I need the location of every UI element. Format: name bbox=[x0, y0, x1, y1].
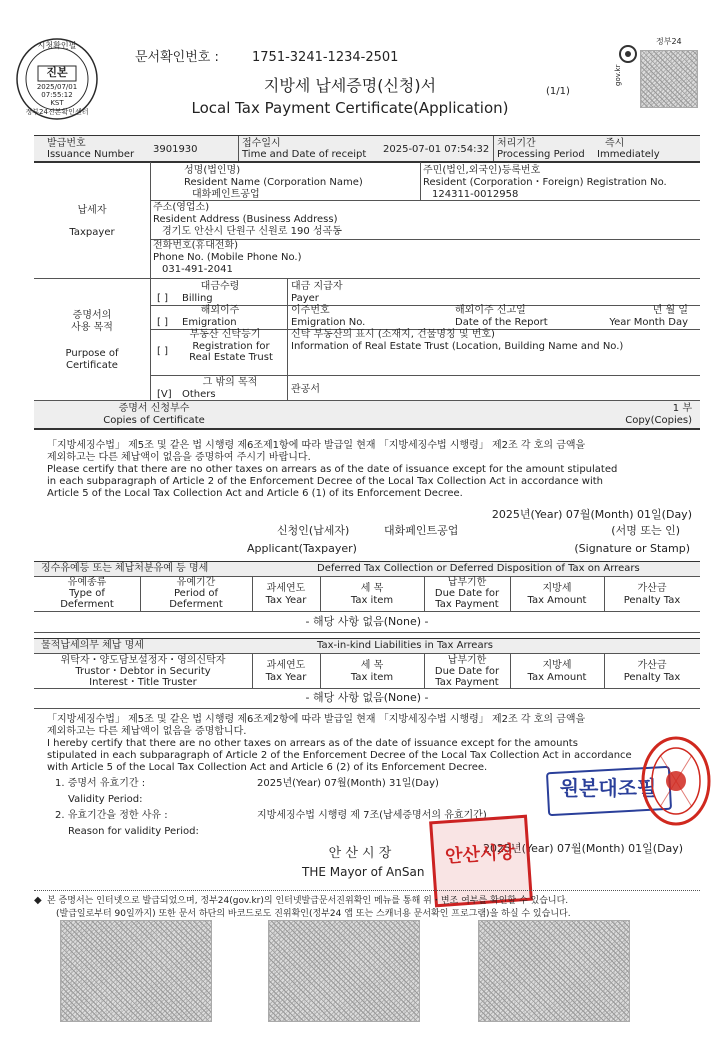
name-value: 대화페인트공업 bbox=[192, 189, 260, 200]
trust-label-en-2: Real Estate Trust bbox=[189, 352, 273, 363]
trust-info-ko: 신탁 부동산의 표시 (소재지, 건물명칭 및 번호) bbox=[291, 329, 495, 340]
validity-period-value: 2025년(Year) 07월(Month) 31일(Day) bbox=[257, 778, 439, 789]
applicant-sign-en: (Signature or Stamp) bbox=[574, 542, 690, 555]
inkind-col-trustor-en2: Interest・Title Truster bbox=[89, 677, 197, 688]
deferral-col-due-en1: Due Date for bbox=[434, 588, 500, 599]
deferral-col-penalty-ko: 가산금 bbox=[637, 583, 667, 594]
statement2-en-line3: with Article 5 of the Local Tax Collection Act and Article 6 (2) of its Enforcement Decree. bbox=[47, 762, 488, 773]
footer-line1: 본 증명서는 인터넷으로 발급되었으며, 정부24(gov.kr)의 인터넷발급문서진위확인 메뉴를 통해 위・변조 여부를 확인할 수 있습니다. bbox=[47, 896, 569, 906]
trust-checkbox[interactable]: [ ] bbox=[157, 346, 168, 357]
deferral-col-type-ko: 유예종류 bbox=[67, 577, 107, 588]
trust-info-en: Information of Real Estate Trust (Location, Building Name and No.) bbox=[291, 341, 624, 352]
statement2-ko-line2: 제외하고는 다른 체납액이 없음을 증명합니다. bbox=[47, 726, 247, 737]
issuer-date: 2025년(Year) 07월(Month) 01일(Day) bbox=[483, 842, 684, 855]
purpose-section-en-2: Certificate bbox=[66, 360, 118, 371]
deferral-col-due-ko: 납부기한 bbox=[447, 577, 487, 588]
deferral-col-period-ko: 유예기간 bbox=[176, 577, 216, 588]
copies-value-ko: 1 부 bbox=[672, 403, 692, 414]
seal-top-text: 시청확인필 bbox=[37, 41, 77, 50]
seal-bottom-text: 정부24진본확인센터 bbox=[25, 108, 89, 116]
inkind-col-penalty-ko: 가산금 bbox=[637, 660, 667, 671]
seal-date: 2025/07/01 bbox=[36, 83, 78, 91]
others-label-ko: 그 밖의 목적 bbox=[202, 377, 258, 388]
trust-label-ko: 부동산 신탁등기 bbox=[189, 329, 261, 340]
page-indicator: (1/1) bbox=[546, 86, 570, 97]
emigration-no-label-en: Emigration No. bbox=[291, 317, 366, 328]
taxpayer-section-en: Taxpayer bbox=[69, 227, 115, 238]
receipt-label-en: Time and Date of receipt bbox=[242, 149, 367, 160]
issuer-name-ko: 안 산 시 장 bbox=[328, 846, 392, 861]
qr-code bbox=[640, 50, 698, 108]
payer-label-ko: 대금 지급자 bbox=[291, 281, 343, 292]
deferral-col-year-ko: 과세연도 bbox=[266, 583, 306, 594]
billing-checkbox[interactable]: [ ] bbox=[157, 293, 168, 304]
name-label-en: Resident Name (Corporation Name) bbox=[184, 177, 363, 188]
authenticity-seal bbox=[14, 36, 100, 122]
inkind-col-amount-en: Tax Amount bbox=[527, 672, 587, 683]
deferral-col-amount-ko: 지방세 bbox=[542, 583, 572, 594]
processing-label-ko: 처리기간 bbox=[497, 138, 536, 149]
deferral-col-due-en2: Tax Payment bbox=[435, 599, 499, 610]
deferral-col-amount-en: Tax Amount bbox=[527, 595, 587, 606]
applicant-label-ko: 신청인(납세자) bbox=[277, 524, 350, 537]
inkind-title-ko: 물적납세의무 체납 명세 bbox=[41, 640, 144, 651]
verification-barcode-1 bbox=[60, 920, 212, 1022]
name-label-ko: 성명(법인명) bbox=[184, 165, 241, 176]
deferral-col-period-en2: Deferment bbox=[169, 599, 223, 610]
original-verified-stamp-text: 원본대조필 bbox=[559, 776, 657, 800]
purpose-section-ko-1: 증명서의 bbox=[72, 310, 112, 321]
inkind-empty: - 해당 사항 없음(None) - bbox=[305, 691, 429, 704]
purpose-section-ko-2: 사용 목적 bbox=[71, 322, 113, 333]
applicant-name: 대화페인트공업 bbox=[384, 524, 459, 537]
inkind-title-en: Tax-in-kind Liabilities in Tax Arrears bbox=[317, 640, 493, 651]
inkind-col-due-en2: Tax Payment bbox=[435, 677, 499, 688]
statement1-en-line1: Please certify that there are no other taxes on arrears as of the date of issuance except for the amount stipulated bbox=[47, 464, 618, 475]
seal-tz: KST bbox=[50, 99, 64, 107]
statement2-ko-line1: 「지방세징수법」 제5조 및 같은 법 시행령 제6조제2항에 따라 발급일 현재 「지방세징수법 시행령」 제2조 각 호의 금액을 bbox=[47, 714, 586, 725]
verification-barcode-2 bbox=[268, 920, 420, 1022]
issuance-number-value: 3901930 bbox=[153, 144, 198, 155]
validity-period-label-ko: 1. 증명서 유효기간 : bbox=[55, 778, 146, 789]
statement1-ko-line2: 제외하고는 다른 체납액이 없음을 증명하여 주시기 바랍니다. bbox=[47, 452, 311, 463]
others-value: 관공서 bbox=[291, 384, 320, 395]
validity-reason-label-en: Reason for validity Period: bbox=[68, 826, 199, 837]
statement2-en-line1: I hereby certify that there are no other taxes on arrears as of the date of issuance except for the amounts bbox=[47, 738, 578, 749]
copies-value-en: Copy(Copies) bbox=[625, 415, 692, 426]
seal-time: 07:55:12 bbox=[41, 91, 73, 99]
receipt-value: 2025-07-01 07:54:32 bbox=[383, 144, 490, 155]
billing-label-en: Billing bbox=[182, 293, 213, 304]
issuer-name-en: THE Mayor of AnSan bbox=[302, 865, 425, 879]
applicant-sign-ko: (서명 또는 인) bbox=[611, 524, 680, 537]
deferral-col-item-ko: 세 목 bbox=[360, 583, 384, 594]
title-ko: 지방세 납세증명(신청)서 bbox=[263, 76, 437, 95]
deferral-col-period-en1: Period of bbox=[174, 588, 218, 599]
inkind-col-trustor-en1: Trustor・Debtor in Security bbox=[75, 666, 211, 677]
trust-label-en-1: Registration for bbox=[192, 341, 270, 352]
phone-label-en: Phone No. (Mobile Phone No.) bbox=[153, 252, 302, 263]
statement2-en-line2: stipulated in each subparagraph of Article 2 of the Enforcement Decree of the Local Tax Collection Act in accordance bbox=[47, 750, 632, 761]
deferral-empty: - 해당 사항 없음(None) - bbox=[305, 615, 429, 628]
footer-bullet-icon: ◆ bbox=[34, 895, 42, 906]
gov24-logo-icon bbox=[618, 44, 638, 64]
issuance-number-label-en: Issuance Number bbox=[47, 149, 135, 160]
verification-barcode-3 bbox=[478, 920, 630, 1022]
inkind-col-due-en1: Due Date for bbox=[434, 666, 500, 677]
seal-center-text: 진본 bbox=[46, 66, 68, 79]
inkind-col-item-en: Tax item bbox=[350, 672, 394, 683]
copies-label-ko: 증명서 신청부수 bbox=[118, 403, 190, 414]
address-value: 경기도 안산시 단원구 신원로 190 성곡동 bbox=[162, 226, 342, 237]
red-round-seal-icon bbox=[640, 735, 712, 827]
deferral-title-ko: 징수유예등 또는 체납처분유예 등 명세 bbox=[41, 563, 209, 574]
inkind-col-year-en: Tax Year bbox=[265, 672, 307, 683]
statement1-en-line2: in each subparagraph of Article 2 of the Enforcement Decree of the Local Tax Collection Act in accordance with bbox=[47, 476, 603, 487]
footer-line2: (발급일로부터 90일까지) 또한 문서 하단의 바코드로도 진위확인(정부24 앱 또는 스캐너용 문서확인 프로그램)을 하실 수 있습니다. bbox=[56, 909, 571, 919]
payer-label-en: Payer bbox=[291, 293, 319, 304]
validity-reason-label-ko: 2. 유효기간을 정한 사유 : bbox=[55, 810, 168, 821]
registration-label-en: Resident (Corporation・Foreign) Registration No. bbox=[423, 177, 667, 188]
receipt-label-ko: 접수일시 bbox=[242, 138, 281, 149]
report-date-label-en: Date of the Report bbox=[455, 317, 548, 328]
inkind-col-due-ko: 납부기한 bbox=[447, 655, 487, 666]
emigration-checkbox[interactable]: [ ] bbox=[157, 317, 168, 328]
inkind-col-trustor-ko: 위탁자・양도담보설정자・영의신탁자 bbox=[60, 655, 226, 666]
gov-kr-label: gov.kr bbox=[614, 64, 622, 86]
inkind-col-amount-ko: 지방세 bbox=[542, 660, 572, 671]
statement1-en-line3: Article 5 of the Local Tax Collection Act and Article 6 (1) of its Enforcement Decree. bbox=[47, 488, 463, 499]
deferral-col-type-en1: Type of bbox=[69, 588, 105, 599]
doc-number: 1751-3241-1234-2501 bbox=[252, 50, 399, 65]
phone-value: 031-491-2041 bbox=[162, 264, 233, 275]
registration-value: 124311-0012958 bbox=[432, 189, 519, 200]
processing-label-en: Processing Period bbox=[497, 149, 585, 160]
others-label-en: Others bbox=[182, 389, 216, 400]
mayor-seal-text: 안산시장 bbox=[444, 841, 516, 868]
ymd-label-ko: 년 월 일 bbox=[652, 305, 688, 316]
deferral-col-year-en: Tax Year bbox=[265, 595, 307, 606]
ymd-label-en: Year Month Day bbox=[609, 317, 688, 328]
issuance-number-label-ko: 발급번호 bbox=[47, 138, 86, 149]
title-en: Local Tax Payment Certificate(Application) bbox=[191, 99, 509, 117]
address-label-ko: 주소(영업소) bbox=[153, 202, 210, 213]
deferral-col-item-en: Tax item bbox=[350, 595, 394, 606]
processing-value-ko: 즉시 bbox=[605, 138, 625, 149]
billing-label-ko: 대금수령 bbox=[200, 281, 240, 292]
doc-number-label: 문서확인번호 : bbox=[135, 50, 219, 65]
processing-value-en: Immediately bbox=[597, 149, 660, 160]
deferral-col-type-en2: Deferment bbox=[60, 599, 114, 610]
purpose-section-en-1: Purpose of bbox=[65, 348, 119, 359]
emigration-no-label-ko: 이주번호 bbox=[291, 305, 330, 316]
taxpayer-section-ko: 납세자 bbox=[77, 205, 107, 216]
applicant-date: 2025년(Year) 07월(Month) 01일(Day) bbox=[491, 508, 692, 521]
validity-period-label-en: Validity Period: bbox=[68, 794, 143, 805]
address-label-en: Resident Address (Business Address) bbox=[153, 214, 338, 225]
applicant-label-en: Applicant(Taxpayer) bbox=[247, 542, 357, 555]
emigration-label-en: Emigration bbox=[182, 317, 237, 328]
deferral-title-en: Deferred Tax Collection or Deferred Disposition of Tax on Arrears bbox=[317, 563, 640, 574]
inkind-col-year-ko: 과세연도 bbox=[266, 660, 306, 671]
copies-label-en: Copies of Certificate bbox=[103, 415, 205, 426]
others-checkbox[interactable]: [V] bbox=[157, 389, 172, 400]
registration-label-ko: 주민(법인,외국인)등록번호 bbox=[423, 165, 541, 176]
inkind-col-item-ko: 세 목 bbox=[360, 660, 384, 671]
statement1-ko-line1: 「지방세징수법」 제5조 및 같은 법 시행령 제6조제1항에 따라 발급일 현재 「지방세징수법 시행령」 제2조 각 호의 금액을 bbox=[47, 440, 586, 451]
inkind-col-penalty-en: Penalty Tax bbox=[623, 672, 681, 683]
phone-label-ko: 전화번호(휴대전화) bbox=[153, 240, 239, 251]
deferral-col-penalty-en: Penalty Tax bbox=[623, 595, 681, 606]
report-date-label-ko: 해외이주 신고일 bbox=[455, 305, 526, 316]
gov24-label: 정부24 bbox=[656, 37, 682, 46]
validity-reason-value: 지방세징수법 시행령 제 7조(납세증명서의 유효기간) bbox=[257, 810, 487, 821]
emigration-label-ko: 해외이주 bbox=[200, 305, 240, 316]
